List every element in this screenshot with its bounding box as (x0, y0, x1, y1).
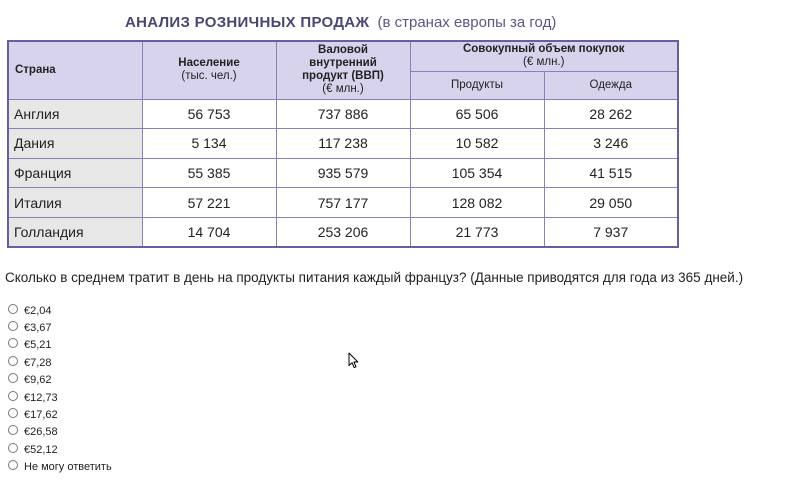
answer-label: Не могу ответить (24, 461, 112, 474)
table-row (8, 129, 678, 159)
radio-button[interactable] (8, 391, 18, 401)
cell-country: Дания (8, 129, 142, 159)
cell-country: Голландия (8, 217, 142, 247)
cell-country: Франция (8, 158, 142, 188)
answer-label: €3,67 (24, 322, 52, 335)
header-products: Продукты (410, 71, 544, 99)
header-population-unit: (тыс. чел.) (181, 70, 237, 83)
answer-option[interactable] (8, 424, 112, 441)
cell-gdp: 757 177 (276, 188, 410, 218)
page-title (125, 14, 556, 31)
cell-population: 56 753 (142, 99, 276, 129)
header-gdp-line2: внутренний (309, 57, 377, 70)
cell-population: 14 704 (142, 217, 276, 247)
cell-products: 65 506 (410, 99, 544, 129)
cell-gdp: 935 579 (276, 158, 410, 188)
mouse-pointer-icon (348, 352, 359, 369)
answer-option[interactable] (8, 459, 112, 476)
cell-country: Англия (8, 99, 142, 129)
answer-option[interactable] (8, 406, 112, 423)
cell-population: 57 221 (142, 188, 276, 218)
answer-label: €12,73 (24, 391, 58, 404)
radio-button[interactable] (8, 443, 18, 453)
cell-clothing: 28 262 (544, 99, 678, 129)
title-main: АНАЛИЗ РОЗНИЧНЫХ ПРОДАЖ (125, 14, 370, 31)
radio-button[interactable] (8, 356, 18, 366)
answer-label: €2,04 (24, 304, 52, 317)
title-subtitle: (в странах европы за год) (377, 14, 557, 31)
cell-gdp: 253 206 (276, 217, 410, 247)
radio-button[interactable] (8, 373, 18, 383)
header-gdp-line1: Валовой (318, 44, 368, 57)
table-row (8, 99, 678, 129)
answer-label: €9,62 (24, 374, 52, 387)
header-purchases (410, 41, 678, 71)
answer-label: €5,21 (24, 339, 52, 352)
header-population (142, 41, 276, 99)
header-purchases-unit: (€ млн.) (523, 56, 565, 69)
header-population-label: Население (178, 57, 240, 70)
cell-products: 10 582 (410, 129, 544, 159)
answer-option[interactable] (8, 372, 112, 389)
radio-button[interactable] (8, 321, 18, 331)
answer-label: €26,58 (24, 426, 58, 439)
answer-option[interactable] (8, 389, 112, 406)
cell-products: 128 082 (410, 188, 544, 218)
radio-button[interactable] (8, 408, 18, 418)
radio-button[interactable] (8, 338, 18, 348)
answer-option[interactable] (8, 337, 112, 354)
cell-clothing: 29 050 (544, 188, 678, 218)
header-gdp-unit: (€ млн.) (322, 83, 364, 96)
cell-clothing: 3 246 (544, 129, 678, 159)
question-text: Сколько в среднем тратит в день на продукты питания каждый француз? (Данные приводятся для года из 365 дней.) (5, 270, 744, 285)
radio-button[interactable] (8, 425, 18, 435)
answer-label: €52,12 (24, 443, 58, 456)
answer-options (8, 302, 112, 476)
radio-button[interactable] (8, 460, 18, 470)
answer-option[interactable] (8, 441, 112, 458)
answer-option[interactable] (8, 319, 112, 336)
cell-products: 21 773 (410, 217, 544, 247)
header-country: Страна (8, 41, 142, 99)
header-gdp-line3: продукт (ВВП) (302, 70, 384, 83)
cell-gdp: 117 238 (276, 129, 410, 159)
retail-sales-table (7, 40, 679, 248)
header-purchases-label: Совокупный объем покупок (462, 43, 625, 56)
cell-population: 55 385 (142, 158, 276, 188)
answer-label: €7,28 (24, 356, 52, 369)
table-row (8, 217, 678, 247)
cell-country: Италия (8, 188, 142, 218)
cell-clothing: 7 937 (544, 217, 678, 247)
cell-clothing: 41 515 (544, 158, 678, 188)
answer-option[interactable] (8, 354, 112, 371)
answer-option[interactable] (8, 302, 112, 319)
answer-label: €17,62 (24, 409, 58, 422)
cell-population: 5 134 (142, 129, 276, 159)
radio-button[interactable] (8, 304, 18, 314)
cell-products: 105 354 (410, 158, 544, 188)
table-row (8, 188, 678, 218)
cell-gdp: 737 886 (276, 99, 410, 129)
header-clothing: Одежда (544, 71, 678, 99)
table-row (8, 158, 678, 188)
header-gdp (276, 41, 410, 99)
